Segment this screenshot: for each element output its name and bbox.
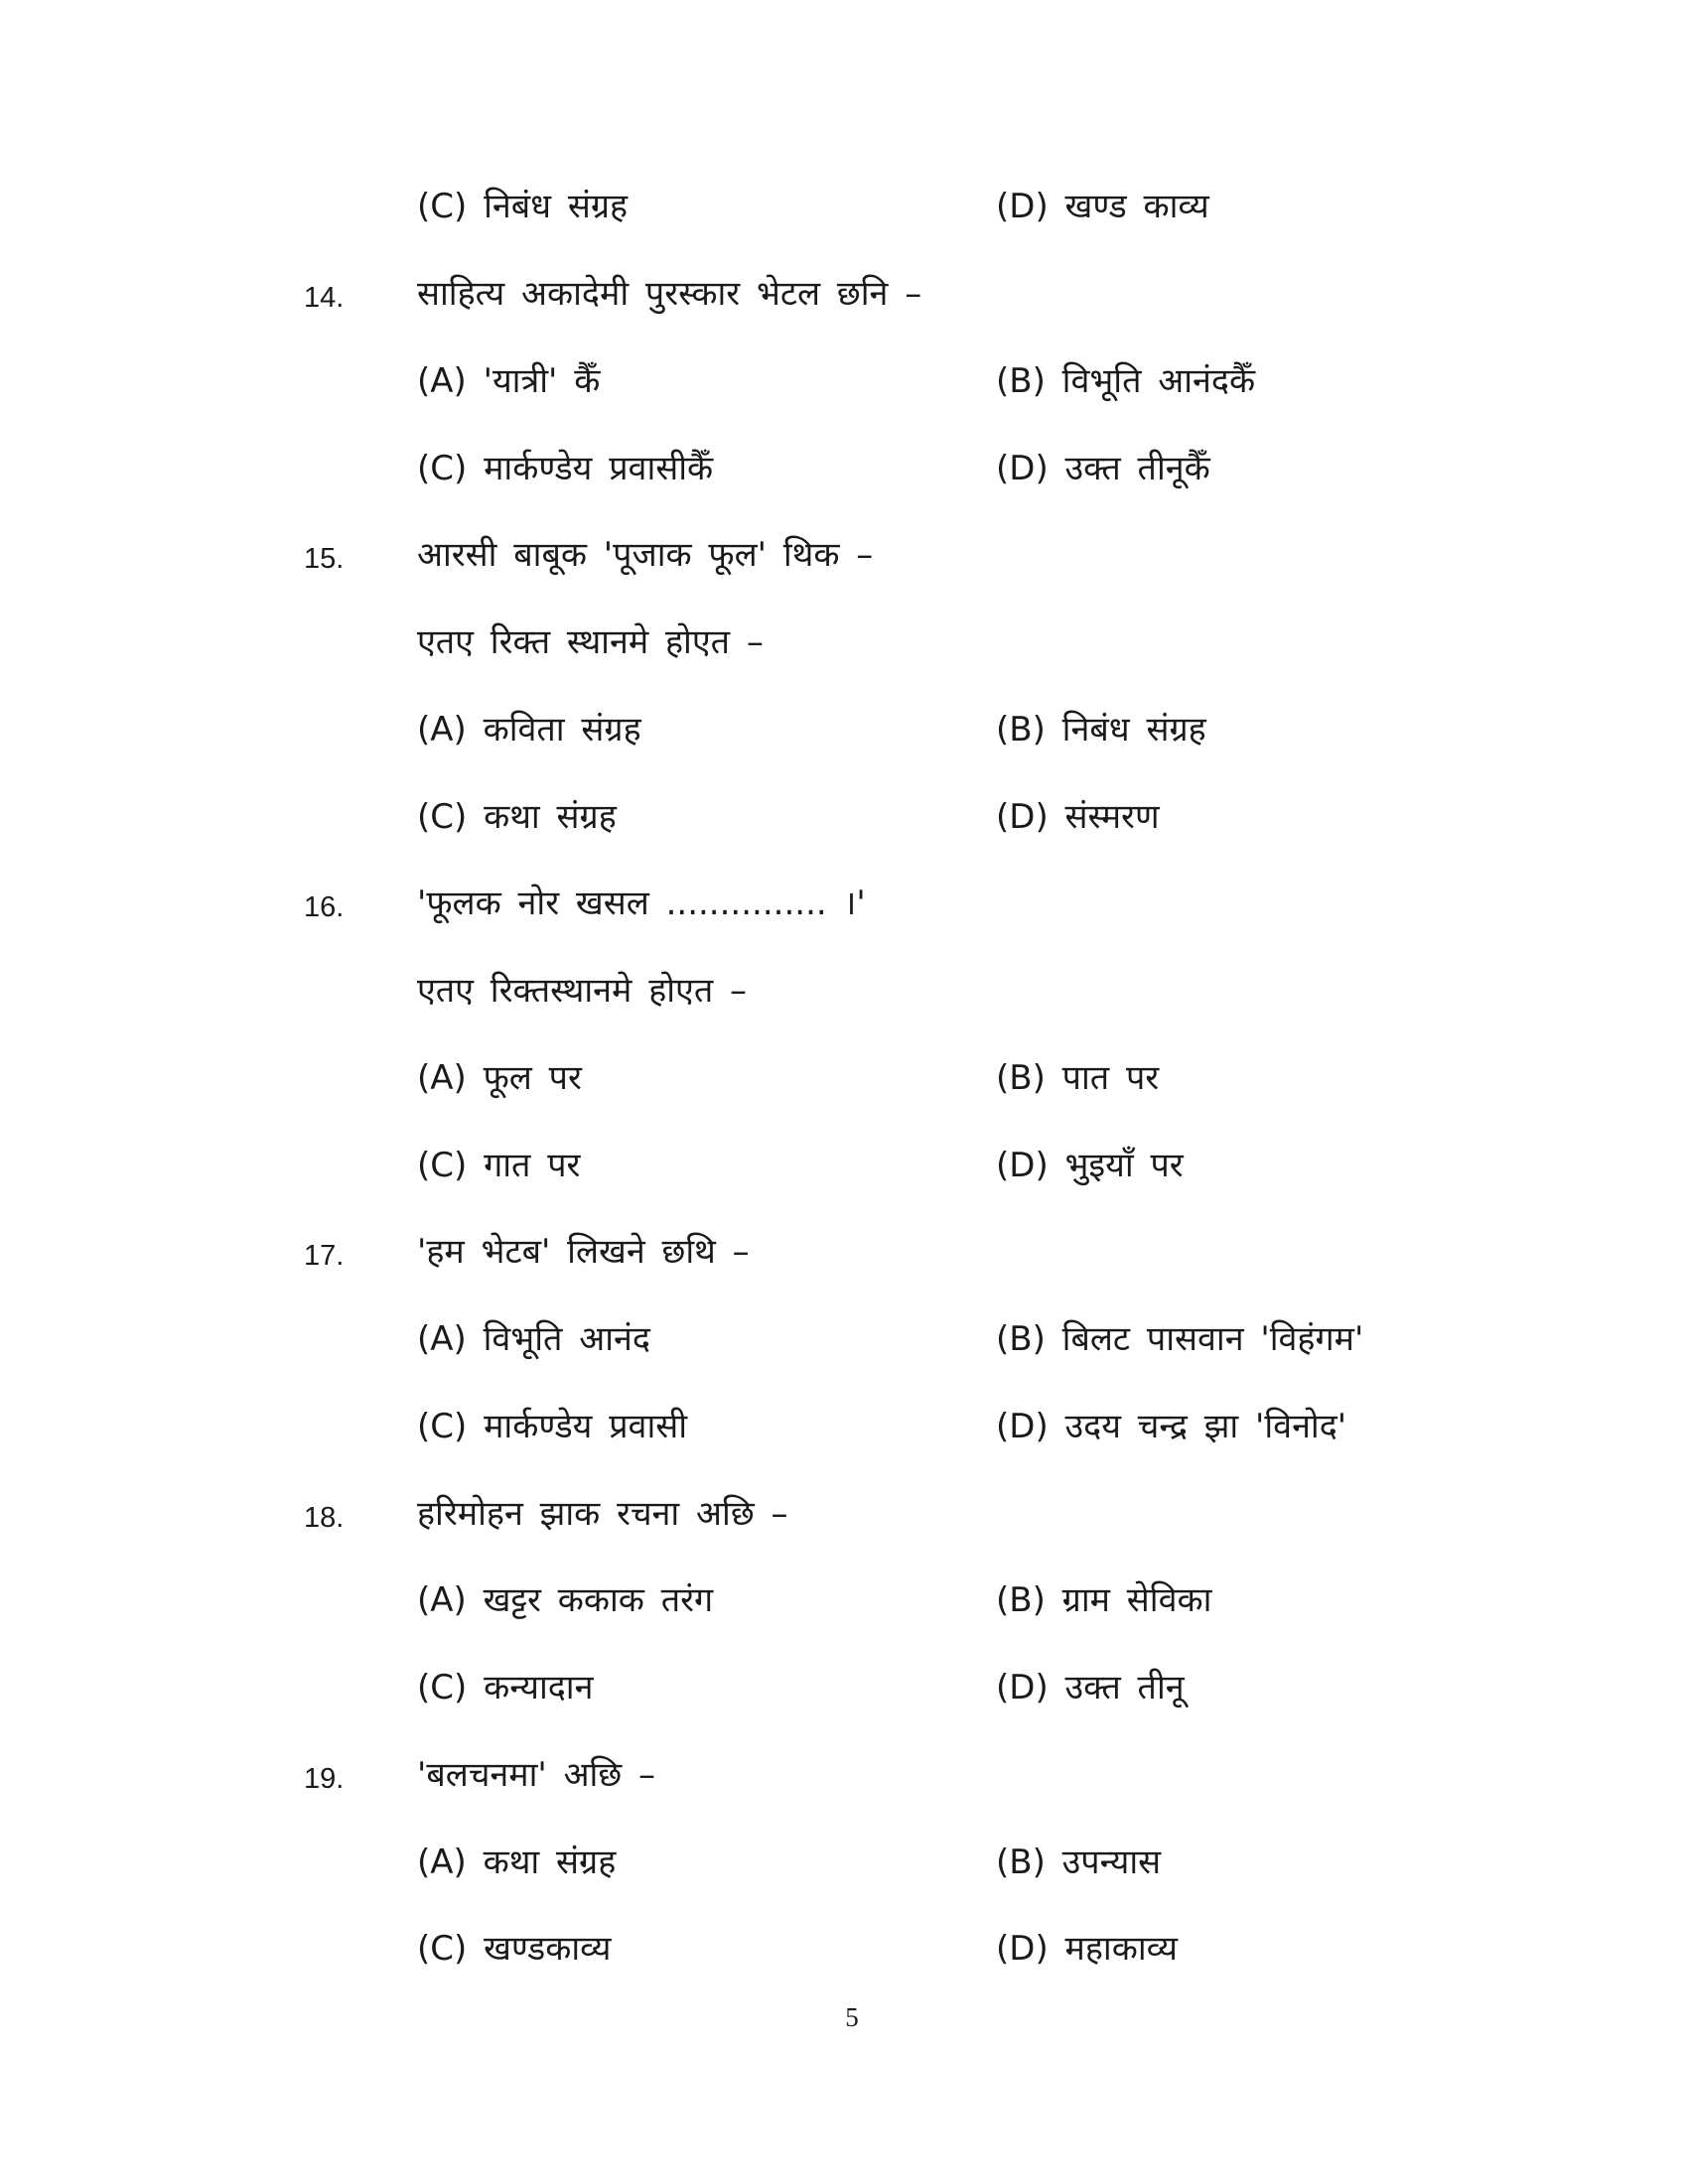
option-c: (C) निबंध संग्रह [417,187,629,226]
question-row [0,1747,1688,1807]
option-a: (A) कथा संग्रह [417,1843,617,1882]
option-b: (B) निबंध संग्रह [996,710,1206,750]
question-number: 17. [304,1240,345,1272]
option-a: (A) विभूति आनंद [417,1319,650,1359]
options-row [0,441,1688,500]
options-row [0,1572,1688,1632]
question-text: एतए रिक्तस्थानमे होएत – [417,971,748,1011]
question-number: 19. [304,1763,345,1795]
option-a: (A) फूल पर [417,1058,582,1098]
options-row [0,1399,1688,1458]
option-c: (C) खण्डकाव्य [417,1929,612,1969]
option-d: (D) महाकाव्य [996,1929,1178,1969]
option-d: (D) खण्ड काव्य [996,187,1209,226]
question-number: 15. [304,543,345,575]
question-number: 14. [304,282,345,314]
option-b: (B) उपन्यास [996,1843,1162,1882]
question-number: 16. [304,891,345,923]
option-a: (A) कविता संग्रह [417,710,641,750]
option-b: (B) ग्राम सेविका [996,1580,1212,1620]
option-b: (B) पात पर [996,1058,1160,1098]
question-text: हरिमोहन झाक रचना अछि – [417,1494,788,1534]
options-row [0,702,1688,761]
options-row [0,1660,1688,1719]
question-row [0,1486,1688,1546]
option-a: (A) खट्टर ककाक तरंग [417,1580,714,1620]
option-c: (C) मार्कण्डेय प्रवासी [417,1407,688,1446]
option-d: (D) उक्त तीनू [996,1668,1185,1707]
question-row [0,876,1688,935]
options-row [0,179,1688,238]
options-row [0,353,1688,413]
question-continuation-row [0,614,1688,674]
options-row [0,1138,1688,1197]
option-b: (B) विभूति आनंदकैँ [996,361,1256,401]
question-text: साहित्य अकादेमी पुरस्कार भेटल छनि – [417,274,922,314]
option-d: (D) संस्मरण [996,797,1160,837]
question-text: 'बलचनमा' अछि – [417,1755,655,1795]
option-d: (D) उक्त तीनूकैँ [996,449,1210,488]
option-c: (C) गात पर [417,1146,581,1185]
question-text: एतए रिक्त स्थानमे होएत – [417,622,764,662]
page-number: 5 [845,2002,859,2032]
question-text: आरसी बाबूक 'पूजाक फूल' थिक – [417,535,874,575]
option-c: (C) कथा संग्रह [417,797,617,837]
question-row [0,527,1688,587]
options-row [0,1050,1688,1110]
question-number: 18. [304,1502,345,1534]
options-row [0,1835,1688,1894]
option-b: (B) बिलट पासवान 'विहंगम' [996,1319,1364,1359]
option-d: (D) भुइयाँ पर [996,1146,1184,1185]
question-row [0,1224,1688,1284]
option-c: (C) कन्यादान [417,1668,594,1707]
options-row [0,789,1688,849]
options-row [0,1921,1688,1980]
question-text: 'फूलक नोर खसल ............... ।' [417,884,866,923]
option-d: (D) उदय चन्द्र झा 'विनोद' [996,1407,1347,1446]
question-row [0,266,1688,326]
option-c: (C) मार्कण्डेय प्रवासीकैँ [417,449,714,488]
question-text: 'हम भेटब' लिखने छथि – [417,1232,750,1272]
question-continuation-row [0,963,1688,1023]
options-row [0,1311,1688,1371]
option-a: (A) 'यात्री' कैँ [417,361,601,401]
